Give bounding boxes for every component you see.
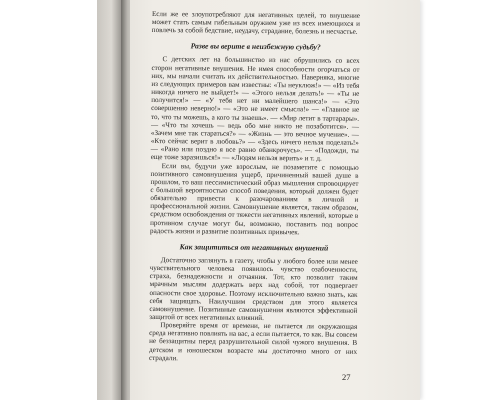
body-paragraph: Если вы, будучи уже взрослым, не позаметите с помощью позитивного самовнушения ущерб, причиненный вашей душе в прошлом, то ваш пессимистический образ мышления спровоцирует с большой вероятностью способ поведения, который должен будет обязательно привести к разочарованиям в личной и профессиональной жизни. Самовнушение является, таким образом, средством освобождения от тяжести негативных явлений, которые в противном случае могут бы, возможно, поставить под вопрос радость жизни и развитие позитивных привычек.	[150, 161, 359, 237]
body-paragraph: Достаточно заглянуть в газету, чтобы у любого более или менее чувствительного человека появилось чувство озабоченности, страха, безнадежности и отчаяния. Тот, кто позволит таким мрачным мыслям додержать верх над собой, тот подвергает опасности свое здоровье. Поэтому исключительно важно знать, как себя защищать. Наилучшим средством для этого является самовнушение. Позитивные самовнушения являются эффективной защитой от всех негативных влияний.	[149, 255, 358, 322]
page-number: 27	[342, 372, 351, 382]
section-heading-fate: Разве вы верите в неизбежную судьбу?	[190, 41, 321, 52]
section-heading-protection: Как защититься от негативных внушений	[179, 242, 329, 253]
page-text-column	[149, 10, 360, 364]
body-paragraph: Проверяйте время от времени, не пытается ли окружающая среда негативно повлиять на вас, а если пытается, то как. Вы совсем не беззащитны перед разрушительной силой чужого внушения. В детском и юношеском возрасте мы достаточно много от них страдали.	[148, 321, 358, 363]
body-paragraph: С детских лет на большинство из нас обрушились со всех сторон негативные внушения. Не имея способности огорчаться от них, мы начали считать их действительностью. Наверняка, многие из следующих примеров вам известны: «Ты неуклюж!» — «Из тебя никогда ничего не выйдет!» — «Этого нельзя делать!» — «Ты не получится!» — «У тебя нет ни малейшего шанса!» — «Это совершенно неверно!» — «Это не имеет смысла!» — «Главное не то, что ты можешь, а кого ты знаешь». — «Мир летит в тартарары». — «Что ты хочешь — ведь обо мне никто не позаботится». — «Зачем мне так стараться?» — «Жизнь — это вечное мучение». — «Кто сейчас верит в любовь?» — «Здесь ничего нельзя поделать!» — «Рано или поздно я все равно обанкрочусь». — «Подожди, ты еще тоже заразишься!» — «Людям нельзя верить» и т. д.	[150, 55, 360, 163]
intro-paragraph: Если же ее злоупотребляют для негативных целей, то внушение может стать самым гибельным оружием уже из всех имеющихся и повлечь за собой бедствие, неудачу, страдание, болезнь и несчастье.	[151, 10, 360, 37]
left-page-edge	[97, 0, 123, 400]
